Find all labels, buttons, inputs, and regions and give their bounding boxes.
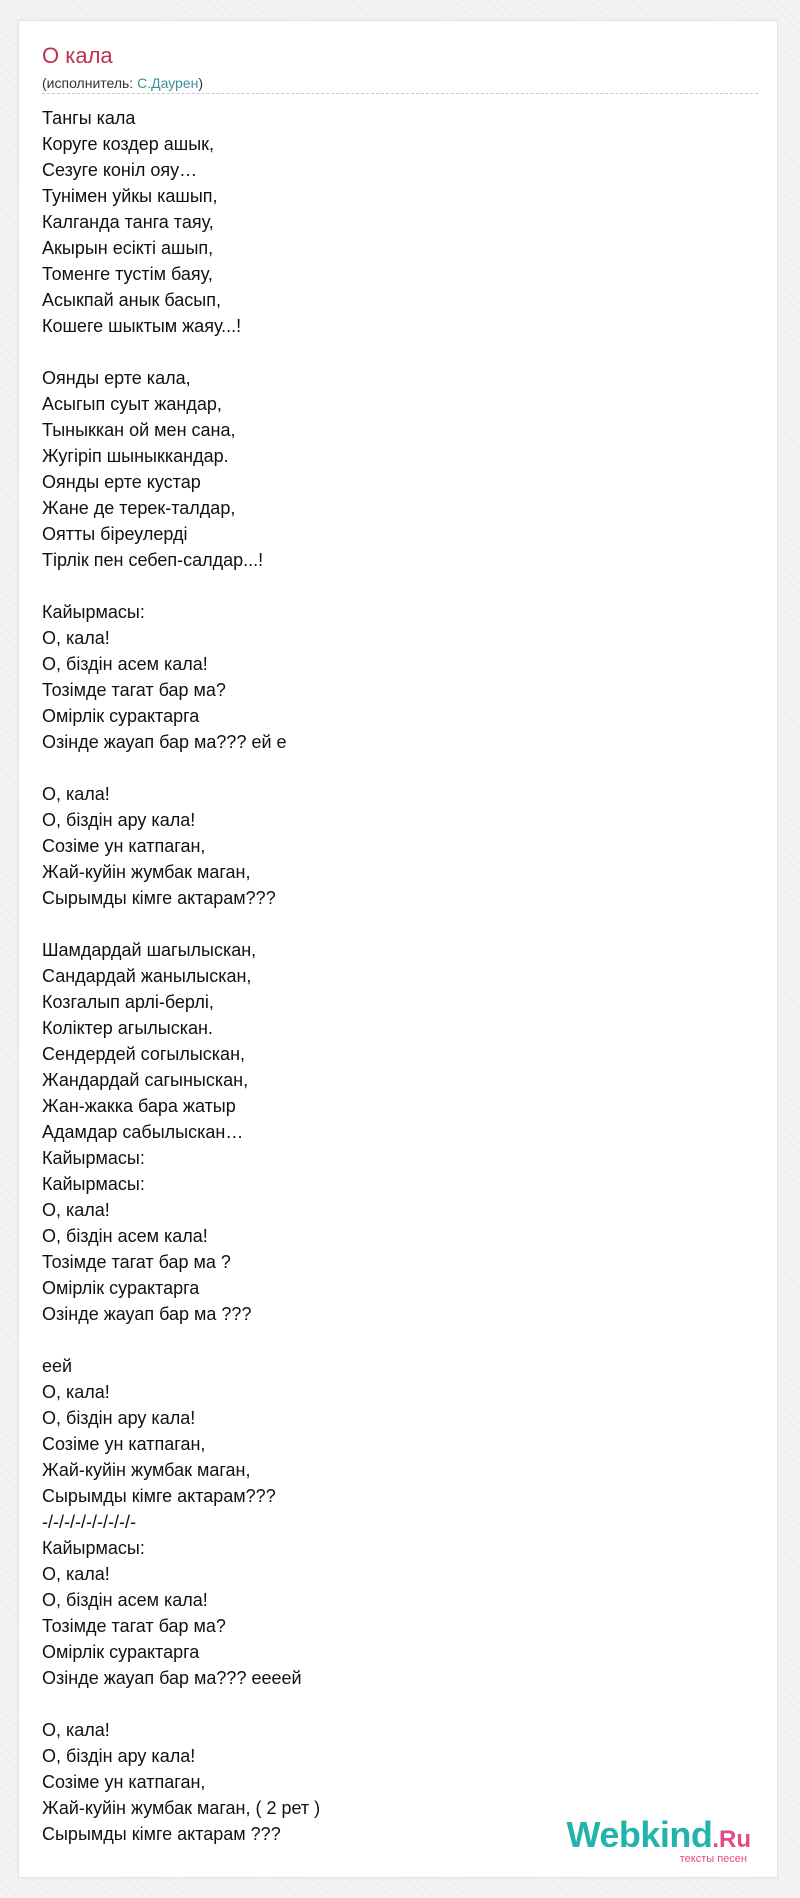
lyric-line: Омiрлiк сурактарга — [42, 1278, 200, 1298]
lyric-line: О, кала! — [42, 1382, 110, 1402]
lyric-line: Томенге тустiм баяу, — [42, 264, 213, 284]
lyric-line — [42, 755, 742, 781]
lyric-line: Кайырмасы: — [42, 602, 145, 622]
lyric-line: Тунiмен уйкы кашып, — [42, 186, 218, 206]
lyric-line: Сендердей согылыскан, — [42, 1044, 246, 1064]
lyric-line: Калганда танга таяу, — [42, 212, 214, 232]
lyric-line: Тозiмде тагат бар ма? — [42, 1616, 226, 1636]
logo-tagline: тексты песен — [679, 1853, 747, 1865]
lyric-line: Асыкпай анык басып, — [42, 290, 221, 310]
lyric-line: Омiрлiк сурактарга — [42, 706, 200, 726]
lyrics-text — [42, 105, 742, 1847]
lyric-line: Оятты бiреулердi — [42, 524, 188, 544]
lyric-line: Тiрлiк пен себеп-салдар...! — [42, 550, 264, 570]
performer-line — [42, 75, 203, 91]
lyric-line — [42, 573, 742, 599]
lyric-line: Жугiрiп шыныккандар. — [42, 446, 229, 466]
lyric-line — [42, 1327, 742, 1353]
performer-prefix: (исполнитель: — [42, 75, 138, 91]
lyric-line: О, бiздiн асем кала! — [42, 654, 208, 674]
lyric-line: Сезуге конiл ояу… — [42, 160, 198, 180]
lyric-line: Озiнде жауап бар ма??? ей е — [42, 732, 287, 752]
lyric-line: -/-/-/-/-/-/-/-/- — [42, 1512, 136, 1532]
lyric-line — [42, 339, 742, 365]
lyrics-card — [18, 20, 778, 1878]
lyric-line: О, бiздiн ару кала! — [42, 810, 196, 830]
lyric-line: Сырымды кiмге актарам??? — [42, 1486, 276, 1506]
lyric-line: О, бiздiн ару кала! — [42, 1746, 196, 1766]
lyric-line: Сандардай жанылыскан, — [42, 966, 252, 986]
lyric-line: Кошеге шыктым жаяу...! — [42, 316, 242, 336]
lyric-line: Жай-куйiн жумбак маган, — [42, 1460, 251, 1480]
lyric-line: Озiнде жауап бар ма??? еееей — [42, 1668, 302, 1688]
lyric-line: Кайырмасы: — [42, 1148, 145, 1168]
lyric-line: Созiме ун катпаган, — [42, 836, 206, 856]
artist-link[interactable]: С.Даурен — [137, 75, 199, 91]
lyric-line: Тыныккан ой мен сана, — [42, 420, 236, 440]
lyric-line: Шамдардай шагылыскан, — [42, 940, 257, 960]
lyric-line: Жай-куйiн жумбак маган, ( 2 рет ) — [42, 1798, 321, 1818]
lyric-line: Тангы кала — [42, 108, 136, 128]
lyric-line: Адамдар сабылыскан… — [42, 1122, 244, 1142]
lyric-line: О, кала! — [42, 1720, 110, 1740]
lyric-line: Кайырмасы: — [42, 1538, 145, 1558]
song-title: О кала — [42, 43, 113, 68]
lyric-line — [42, 911, 742, 937]
logo-brand: Webkind — [566, 1814, 713, 1855]
lyric-line: Созiме ун катпаган, — [42, 1434, 206, 1454]
lyric-line: Колiктер агылыскан. — [42, 1018, 213, 1038]
lyric-line: О, бiздiн асем кала! — [42, 1226, 208, 1246]
lyric-line: Жан-жакка бара жатыр — [42, 1096, 236, 1116]
lyric-line: Оянды ерте кала, — [42, 368, 191, 388]
lyric-line — [42, 1691, 742, 1717]
lyric-line: Акырын есiктi ашып, — [42, 238, 214, 258]
lyric-line: Сырымды кiмге актарам??? — [42, 888, 276, 908]
lyric-line: О, бiздiн ару кала! — [42, 1408, 196, 1428]
logo-tld: .Ru — [712, 1826, 751, 1853]
lyric-line: еей — [42, 1356, 73, 1376]
lyric-line: Сырымды кiмге актарам ??? — [42, 1824, 281, 1844]
lyric-line: Коруге коздер ашык, — [42, 134, 215, 154]
lyric-line: О, кала! — [42, 1564, 110, 1584]
lyric-line: Жане де терек-талдар, — [42, 498, 236, 518]
lyric-line: Асыгып суыт жандар, — [42, 394, 222, 414]
performer-suffix: ) — [198, 75, 204, 91]
lyric-line: Тозiмде тагат бар ма? — [42, 680, 226, 700]
lyric-line: О, кала! — [42, 784, 110, 804]
lyric-line: Омiрлiк сурактарга — [42, 1642, 200, 1662]
lyric-line: Кайырмасы: — [42, 1174, 145, 1194]
lyric-line: О, кала! — [42, 628, 110, 648]
lyric-line: Созiме ун катпаган, — [42, 1772, 206, 1792]
lyric-line: О, кала! — [42, 1200, 110, 1220]
lyric-line: Озiнде жауап бар ма ??? — [42, 1304, 252, 1324]
lyric-line: Жандардай сагыныскан, — [42, 1070, 249, 1090]
lyric-line: О, бiздiн асем кала! — [42, 1590, 208, 1610]
lyric-line: Оянды ерте кустар — [42, 472, 201, 492]
lyric-line: Козгалып арлi-берлi, — [42, 992, 214, 1012]
webkind-logo[interactable] — [566, 1814, 751, 1865]
title-divider — [42, 93, 758, 94]
lyric-line: Тозiмде тагат бар ма ? — [42, 1252, 231, 1272]
lyric-line: Жай-куйiн жумбак маган, — [42, 862, 251, 882]
